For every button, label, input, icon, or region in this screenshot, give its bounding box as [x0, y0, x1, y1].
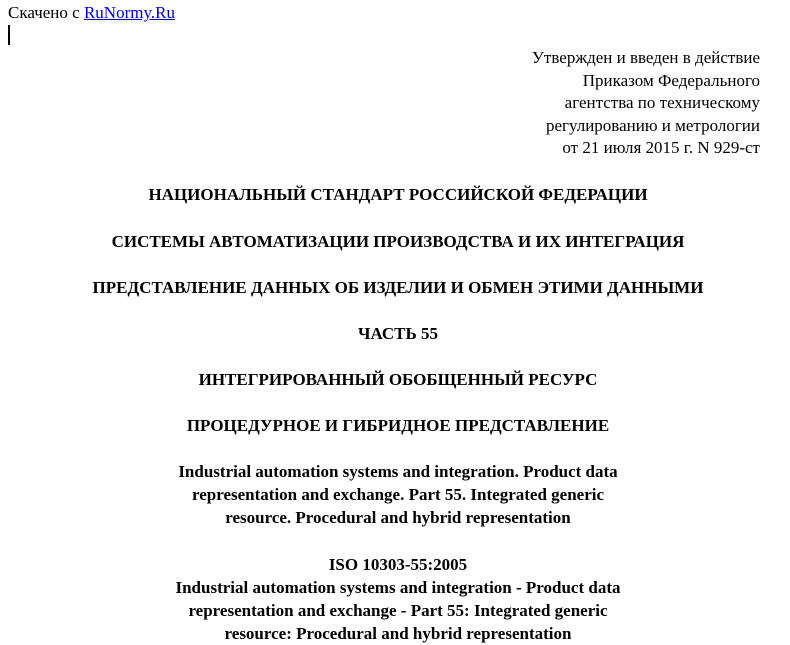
representation-heading: ПРЕДСТАВЛЕНИЕ ДАННЫХ ОБ ИЗДЕЛИИ И ОБМЕН ЭТИМИ ДАННЫМИ [92, 278, 704, 297]
approval-line: от 21 июля 2015 г. N 929-ст [562, 138, 760, 157]
iso-code: ISO 10303-55:2005 [328, 555, 468, 574]
resource-heading: ИНТЕГРИРОВАННЫЙ ОБОБЩЕННЫЙ РЕСУРС [198, 370, 598, 389]
approval-line: агентства по техническому [564, 93, 760, 112]
procedural-heading: ПРОЦЕДУРНОЕ И ГИБРИДНОЕ ПРЕДСТАВЛЕНИЕ [186, 416, 610, 435]
source-line [8, 3, 175, 23]
part-heading: ЧАСТЬ 55 [357, 324, 438, 343]
approval-line: Приказом Федерального [582, 70, 760, 90]
approval-line: Утвержден и введен в действие [531, 48, 760, 67]
national-standard-heading: НАЦИОНАЛЬНЫЙ СТАНДАРТ РОССИЙСКОЙ ФЕДЕРАЦИИ [148, 185, 648, 204]
iso-title-line: resource: Procedural and hybrid representation [224, 624, 572, 643]
english-title-line: Industrial automation systems and integration. Product data [178, 462, 618, 481]
english-title-line: resource. Procedural and hybrid representation [225, 508, 571, 527]
iso-title-line: representation and exchange - Part 55: Integrated generic [188, 601, 608, 620]
approval-block [532, 47, 760, 160]
approval-line: регулированию и метрологии [545, 115, 760, 135]
source-prefix: Скачено с [8, 3, 84, 22]
systems-heading: СИСТЕМЫ АВТОМАТИЗАЦИИ ПРОИЗВОДСТВА И ИХ ИНТЕГРАЦИЯ [111, 232, 685, 251]
text-cursor [8, 25, 10, 45]
iso-title-line: Industrial automation systems and integration - Product data [175, 578, 621, 597]
english-title-line: representation and exchange. Part 55. Integrated generic [191, 485, 605, 504]
english-title [0, 460, 790, 529]
runormy-link[interactable]: RuNormy.Ru [83, 3, 175, 22]
iso-block [0, 553, 790, 645]
